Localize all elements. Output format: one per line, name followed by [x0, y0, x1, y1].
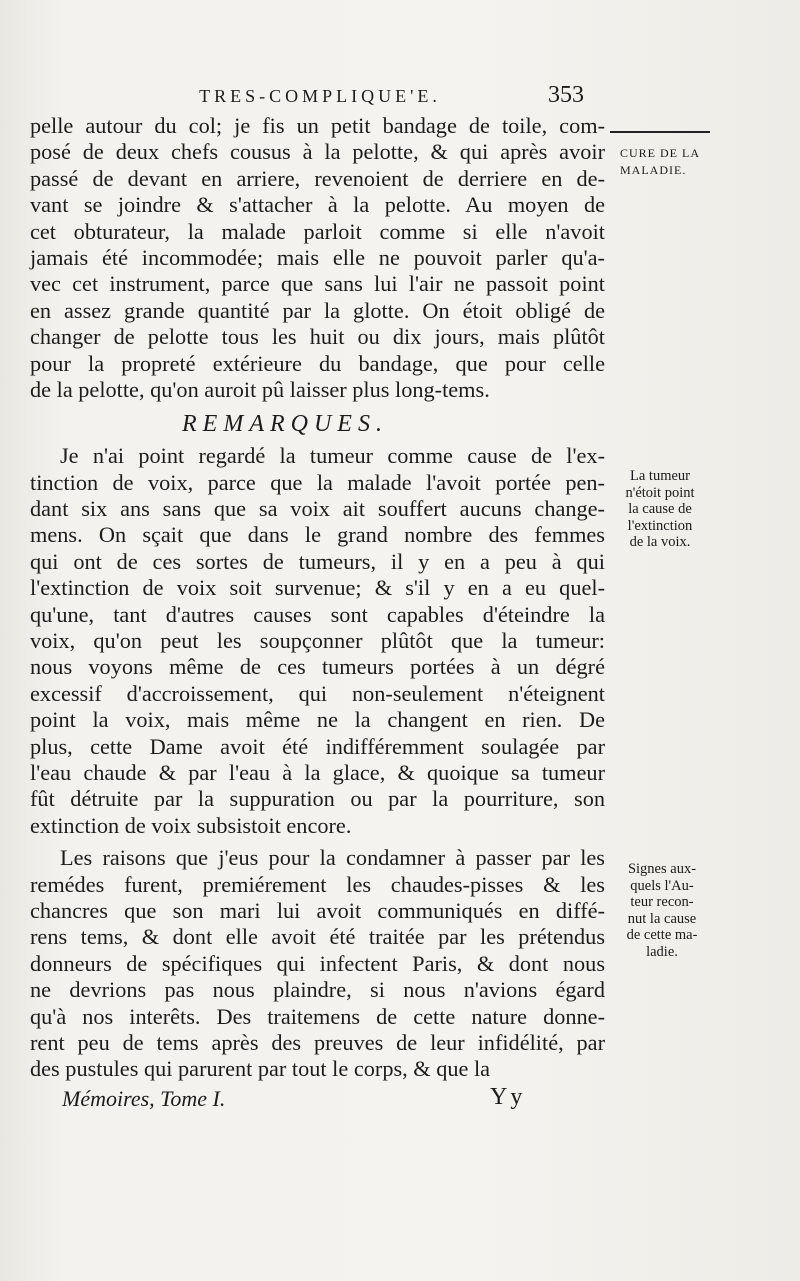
text-line: donneurs de spécifiques qui infectent Paris, & dont nous: [30, 950, 605, 976]
margin-note-tumeur: [610, 468, 710, 551]
margin-note-line: nut la cause: [627, 910, 697, 927]
text-line: qu'une, tant d'autres causes sont capables d'éteindre la: [30, 601, 605, 627]
text-line: rent peu de tems après des preuves de leur infidélité, par: [30, 1029, 605, 1055]
text-line: nous voyons même de ces tumeurs portées à un dégré: [30, 654, 605, 680]
text-line: pour la propreté extérieure du bandage, que pour celle: [30, 350, 605, 376]
text-line: qu'à nos interêts. Des traitemens de cette nature donne-: [30, 1003, 605, 1029]
text-line: Les raisons que j'eus pour la condamner à passer par les: [60, 845, 605, 871]
margin-note-line: quels l'Au-: [630, 877, 694, 894]
text-line: qui ont de ces sortes de tumeurs, il y en a peu à qui: [30, 548, 605, 574]
text-line: posé de deux chefs cousus à la pelotte, & qui après avoir: [30, 139, 605, 165]
text-line: vant se joindre & s'attacher à la pelotte. Au moyen de: [30, 192, 605, 218]
text-line: chancres que son mari lui avoit communiqués en diffé-: [30, 897, 605, 923]
text-line: cet obturateur, la malade parloit comme si elle n'avoit: [30, 218, 605, 244]
text-line: des pustules qui parurent par tout le corps, & que la: [30, 1056, 491, 1082]
text-line: changer de pelotte tous les huit ou dix jours, mais plûtôt: [30, 324, 605, 350]
running-title: TRES-COMPLIQUE'E.: [199, 86, 441, 106]
text-line: Je n'ai point regardé la tumeur comme cause de l'ex-: [60, 443, 605, 469]
text-line: ne devrions pas nous plaindre, si nous n'avions égard: [30, 977, 605, 1003]
text-line: rens tems, & dont elle avoit été traitée par les prétendus: [30, 924, 605, 950]
margin-note-line: La tumeur: [630, 468, 690, 484]
section-heading: REMARQUES.: [182, 411, 388, 438]
text-line: vec cet instrument, parce que sans lui l'air ne passoit point: [30, 271, 605, 297]
margin-note-line: de cette ma-: [626, 927, 698, 943]
text-line: passé de devant en arriere, revenoient de derriere en de-: [30, 165, 605, 191]
remarques-paragraph-2: [30, 845, 605, 1083]
margin-note-cure: [620, 145, 720, 178]
text-line: extinction de voix subsistoit encore.: [30, 812, 352, 838]
opening-paragraph: [30, 113, 605, 403]
margin-note-line: n'étoit point: [625, 484, 695, 501]
text-line: fût détruite par la suppuration ou par la pourriture, son: [30, 786, 605, 812]
text-line: pelle autour du col; je fis un petit bandage de toile, com-: [30, 113, 605, 138]
body-text: [30, 113, 605, 1083]
signature-mark: Yy: [490, 1084, 526, 1110]
margin-note-line: ladie.: [646, 943, 678, 960]
text-line: dant six ans sans que sa voix ait souffert aucuns change-: [30, 496, 605, 522]
margin-note-line: CURE DE LA: [620, 146, 700, 160]
text-line: point la voix, mais même ne la changent en rien. De: [30, 707, 605, 733]
text-line: tinction de voix, parce que la malade l'avoit portée pen-: [30, 469, 605, 495]
text-line: remédes furent, premiérement les chaudes-pisses & les: [30, 871, 605, 897]
text-line: l'eau chaude & par l'eau à la glace, & quoique sa tumeur: [30, 759, 605, 785]
text-line: voix, qu'on peut les soupçonner plûtôt que la tumeur:: [30, 628, 605, 654]
margin-note-signes: [612, 861, 712, 960]
margin-note-line: l'extinction: [627, 517, 693, 534]
text-line: plus, cette Dame avoit été indifféremment soulagée par: [30, 733, 605, 759]
text-line: jamais été incommodée; mais elle ne pouvoit parler qu'a-: [30, 244, 605, 270]
remarques-paragraph-1: [30, 443, 605, 839]
text-line: mens. On sçait que dans le grand nombre des femmes: [30, 522, 605, 548]
text-line: excessif d'accroissement, qui non-seulement n'éteignent: [30, 680, 605, 706]
margin-note-line: MALADIE.: [620, 162, 687, 177]
text-line: de la pelotte, qu'on auroit pû laisser plus long-tems.: [30, 376, 490, 402]
text-line: en assez grande quantité par la glotte. On étoit obligé de: [30, 297, 605, 323]
margin-note-line: teur recon-: [630, 894, 694, 910]
margin-note-line: la cause de: [628, 501, 692, 517]
text-line: l'extinction de voix soit survenue; & s'il y en a eu quel-: [30, 575, 605, 601]
margin-rule: [610, 131, 710, 133]
margin-note-line: Signes aux-: [627, 861, 697, 877]
footer-title: Mémoires, Tome I.: [62, 1086, 226, 1111]
margin-note-line: de la voix.: [629, 534, 691, 550]
page-number: 353: [548, 82, 584, 108]
